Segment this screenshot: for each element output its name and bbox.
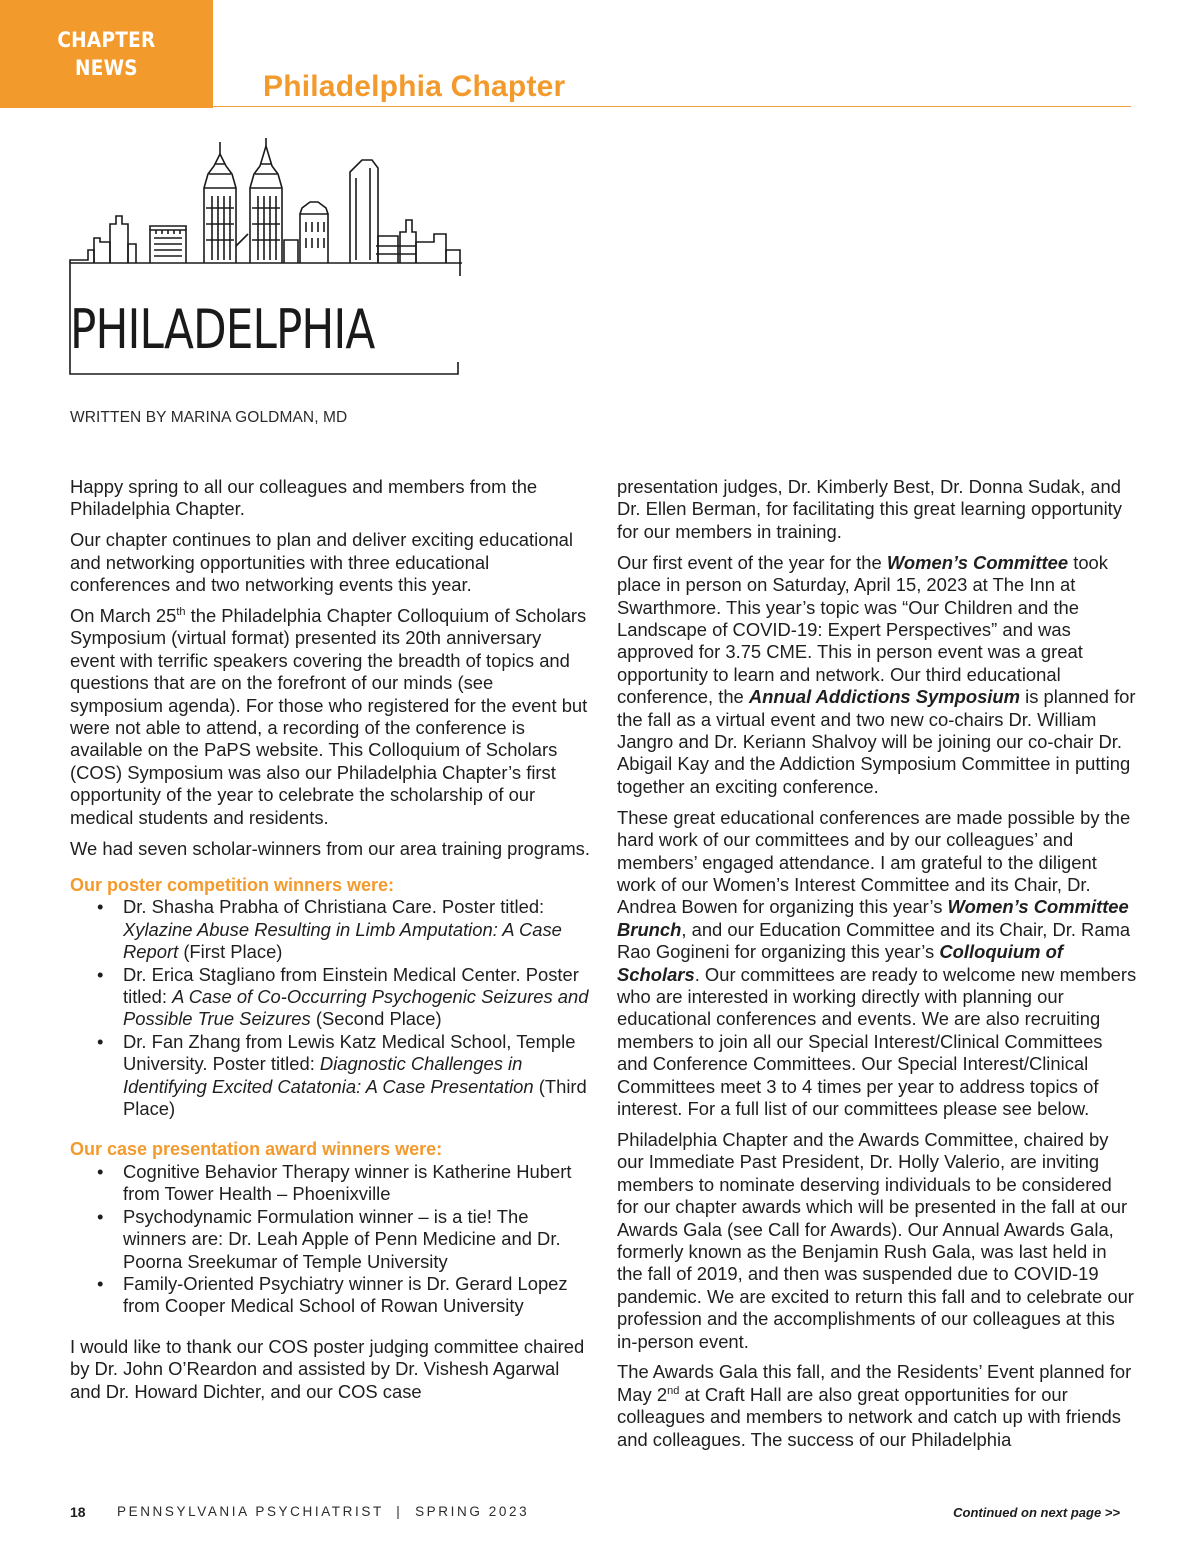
chapter-news-tab xyxy=(0,0,213,108)
text-run: On March 25 xyxy=(70,605,177,627)
event-name: Women’s Committee Brunch xyxy=(617,896,1129,940)
text-run: Cognitive Behavior Therapy winner is Katherine Hubert from Tower Health – Phoenixville xyxy=(123,1160,572,1205)
paragraph xyxy=(70,605,590,829)
bullet-icon: • xyxy=(97,963,104,985)
page-title: Philadelphia Chapter xyxy=(263,70,566,103)
paragraph: Happy spring to all our colleagues and members from the Philadelphia Chapter. xyxy=(70,476,538,520)
text-run: took place in person on Saturday, April 15, 2023 at The Inn at Swarthmore. This year’s topic was “Our Children and the Landscape of COVID-19: Expert Perspectives” and was approved for 3.75 CME. This in person event was a great opportunity to learn and network. Our third educational conference, the xyxy=(617,551,1108,708)
text-run: is planned for the fall as a virtual event and two new co-chairs Dr. William Jangro and Dr. Keriann Shalvoy will be joining our co-chair Dr. Abigail Kay and the Addiction Symposium Committee in putting together an exciting conference. xyxy=(617,686,1136,797)
text-run: Psychodynamic Formulation winner – is a tie! The winners are: Dr. Leah Apple of Penn Medicine and Dr. Poorna Sreekumar of Temple University xyxy=(123,1205,561,1272)
page-number: 18 xyxy=(70,1504,86,1520)
list-item xyxy=(70,896,590,963)
bullet-icon: • xyxy=(97,1205,104,1227)
text-run: , and our Education Committee and its Chair, Dr. Rama Rao Gogineni for organizing this year’s xyxy=(617,918,1131,963)
spacer xyxy=(70,1318,590,1336)
article-column-left xyxy=(70,476,590,1411)
poster-winners-list xyxy=(70,896,590,1120)
case-winners-heading: Our case presentation award winners were: xyxy=(70,1139,443,1160)
superscript: th xyxy=(176,605,186,618)
paragraph xyxy=(617,552,1137,798)
text-run: Dr. Erica Stagliano from Einstein Medical Center. Poster titled: xyxy=(123,963,579,1008)
superscript: nd xyxy=(667,1384,680,1397)
poster-winners-heading: Our poster competition winners were: xyxy=(70,875,395,895)
text-run: Family-Oriented Psychiatry winner is Dr. Gerard Lopez from Cooper Medical School of Rowan University xyxy=(123,1272,568,1317)
article-column-right xyxy=(617,476,1137,1460)
text-run: Dr. Shasha Prabha of Christiana Care. Poster titled: xyxy=(123,896,545,918)
paragraph: Our chapter continues to plan and deliver exciting educational and networking opportunities with three educational conferences and two networking events this year. xyxy=(70,529,573,596)
bullet-icon: • xyxy=(97,1160,104,1182)
text-run: (Third Place) xyxy=(123,1075,587,1120)
paragraph: Philadelphia Chapter and the Awards Committee, chaired by our Immediate Past President, Dr. Holly Valerio, are inviting members to nominate deserving individuals to be considered for our chapter awards which will be presented in the fall at our Awards Gala (see Call for Awards). Our Annual Awards Gala, formerly known as the Benjamin Rush Gala, was last held in the fall of 2019, and then was suspended due to COVID-19 pandemic. We are excited to return this fall and to celebrate our profession and the accomplishments of our colleagues at this in-person event. xyxy=(617,1128,1134,1352)
event-name: Colloquium of Scholars xyxy=(617,941,1063,985)
text-run: (First Place) xyxy=(178,941,283,963)
list-item xyxy=(70,1206,590,1273)
paragraph: I would like to thank our COS poster judging committee chaired by Dr. John O’Reardon and assisted by Dr. Vishesh Agarwal and Dr. Howard Dichter, and our COS case xyxy=(70,1335,585,1402)
poster-title: Xylazine Abuse Resulting in Limb Amputation: A Case Report xyxy=(123,918,562,963)
text-run: The Awards Gala this fall, and the Residents’ Event planned for May 2 xyxy=(617,1361,1132,1405)
event-name: Women’s Committee xyxy=(886,551,1069,573)
title-divider xyxy=(213,106,1131,107)
paragraph: presentation judges, Dr. Kimberly Best, Dr. Donna Sudak, and Dr. Ellen Berman, for facilitating this great learning opportunity for our members in training. xyxy=(617,476,1122,542)
tab-line-2: NEWS xyxy=(75,56,138,80)
poster-title: Diagnostic Challenges in Identifying Excited Catatonia: A Case Presentation xyxy=(123,1053,534,1097)
bullet-icon: • xyxy=(97,1030,104,1052)
text-run: . Our committees are ready to welcome new members who are interested in working directly with planning our educational conferences and events. We are also recruiting members to join all our Special Interest/Clinical Committees and Conference Committees. Our Special Interest/Clinical Committees meet 3 to 4 times per year to address topics of interest. For a full list of our committees please see below. xyxy=(617,963,1137,1119)
text-run: the Philadelphia Chapter Colloquium of Scholars Symposium (virtual format) presented its 20th anniversary event with terrific speakers covering the breadth of topics and questions that are on the forefront of our minds (see symposium agenda). For those who registered for the event but were not able to attend, a recording of the conference is available on the PaPS website. This Colloquium of Scholars (COS) Symposium was also our Philadelphia Chapter’s first opportunity of the year to celebrate the scholarship of our medical students and residents. xyxy=(70,605,588,828)
bullet-icon: • xyxy=(97,896,104,918)
bullet-icon: • xyxy=(97,1272,104,1294)
list-item xyxy=(70,1161,590,1206)
text-run: (Second Place) xyxy=(310,1008,442,1030)
text-run: at Craft Hall are also great opportunities for our colleagues and members to network and catch up with friends and colleagues. The success of our Philadelphia xyxy=(617,1383,1121,1450)
paragraph xyxy=(617,1361,1137,1451)
byline: WRITTEN BY MARINA GOLDMAN, MD xyxy=(70,409,348,426)
poster-title: A Case of Co-Occurring Psychogenic Seizures and Possible True Seizures xyxy=(123,986,589,1030)
text-run: Our first event of the year for the xyxy=(617,551,887,573)
paragraph: We had seven scholar-winners from our area training programs. xyxy=(70,837,590,859)
logo-wordmark: PHILADELPHIA xyxy=(70,298,375,361)
chapter-news-label xyxy=(13,26,200,82)
event-name: Annual Addictions Symposium xyxy=(748,686,1020,708)
case-winners-list xyxy=(70,1161,590,1318)
text-run: Dr. Fan Zhang from Lewis Katz Medical School, Temple University. Poster titled: xyxy=(123,1030,576,1075)
tab-line-1: CHAPTER xyxy=(57,28,156,52)
list-item xyxy=(70,964,590,1031)
text-run: These great educational conferences are made possible by the hard work of our committees and by our colleagues’ and members’ engaged attendance. I am grateful to the diligent work of our Women’s Interest Committee and its Chair, Dr. Andrea Bowen for organizing this year’s xyxy=(617,806,1131,918)
list-item xyxy=(70,1273,590,1318)
publication-name: PENNSYLVANIA PSYCHIATRIST | SPRING 2023 xyxy=(117,1504,530,1519)
list-item xyxy=(70,1031,590,1121)
paragraph xyxy=(617,807,1137,1121)
continued-link[interactable]: Continued on next page >> xyxy=(953,1505,1120,1520)
